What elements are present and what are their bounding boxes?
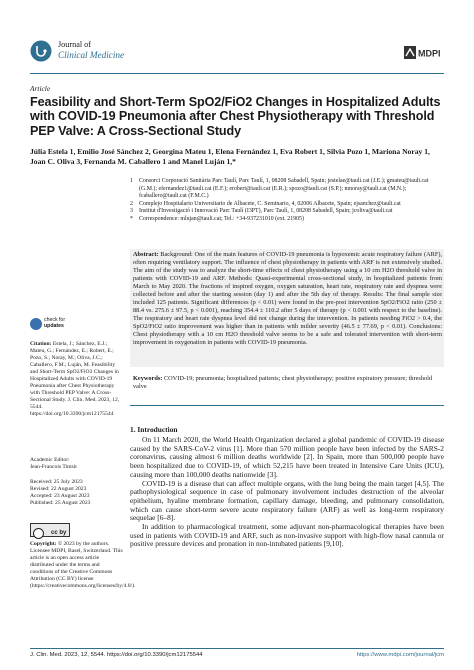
mdpi-logo (404, 46, 444, 59)
cc-icon (33, 528, 44, 539)
dates (30, 479, 124, 507)
check-for-updates-label[interactable] (44, 317, 65, 329)
footer-citation: J. Clin. Med. 2023, 12, 5544. https://doi.org/10.3390/jcm12175544 (30, 652, 203, 658)
affiliation-number: 3 (130, 208, 133, 215)
abstract-text: Background: One of the main features of COVID-19 pneumonia is hypoxemic acute respiratory failure (ARF), often requiring ventilatory support. The influence of chest physiotherapy in patients with ARF is not extensively studied. The aim of the study was to analyze the short-time effects of chest physiotherapy using a 10 cm H2O threshold valve in patients with COVID-19 and ARF. Methods: Quasi-experimental cross-sectional study, in hospitalized patients from March to May 2020. The fractions of inspired oxygen, oxygen saturation, heart rate, respiratory rate and dyspnea were collected before and after the starting session (day 1) and after the 5th day of therapy. Results: The final sample size included 125 patients. Significant differences (p < 0.01) were found in the pre-post intervention SpO2/FiO2 ratio (250 ± 88.4 vs. 275.6 ± 97.5, p < 0.001), reaching 354.4 ± 110.2 after 5 days of therapy (p < 0.001 with respect to the baseline). The respiratory and heart rate dyspnea level did not change during the intervention. In patients needing FiO2 > 0.4, the SpO2/FiO2 ratio improvement was higher than in patients with milder severity (46.5 ± 77.69, p < 0.01). Conclusions: Chest physiotherapy with a 10 cm H2O threshold valve seems to be a safe and tolerated intervention with short-term improvement in oxygenation in patients with COVID-19 pneumonia. (133, 251, 442, 346)
keywords-divider (130, 405, 444, 406)
published-date: Published: 25 August 2023 (30, 500, 91, 506)
check-for-updates-icon[interactable] (30, 318, 42, 330)
journal-title (58, 40, 124, 60)
citation-text: Estela, J.; Sánchez, E.J.; Mateu, G.; Fernández, E.; Robert, E.; Pozo, S.; Noray, M.; Oliva, J.C.; Caballero, F.M.; Luján, M. Feasibility and Short-Term SpO2/FiO2 Changes in Hospitalized Adults with COVID-19 Pneumonia after Chest Physiotherapy with Threshold PEP Valve: A Cross-Sectional Study. J. Clin. Med. 2023, 12, 5544. https://doi.org/10.3390/jcm12175544 (30, 341, 120, 417)
cc-badge-label: cc by (51, 530, 67, 537)
article-type: Article (30, 84, 51, 93)
citation-label: Citation: (30, 341, 52, 347)
affiliation-item (130, 178, 444, 201)
journal-title-line2: Clinical Medicine (58, 50, 125, 60)
footer-divider (30, 648, 444, 649)
affiliation-item (130, 208, 444, 216)
paragraph: In addition to pharmacological treatment, some adjuvant non-pharmacological therapies have been used in patients with COVID-19 and ARF, such as non-invasive support with high-flow nasal cannula or positive pressure devices and pronation in non-intubated patients [9,10]. (130, 522, 444, 549)
body-text (130, 436, 444, 549)
copyright-label: Copyright: (30, 541, 57, 547)
paragraph: COVID-19 is a disease that can affect multiple organs, with the lung being the main target [4,5]. The pathophysiological sequence in case of pulmonary involvement includes destruction of the alveolar epithelium, hyaline membrane formation, capillary damage, bleeding, and pulmonary consolidation, which can cause short-term severe acute respiratory failure (ARF) as well as long-term respiratory sequelae [6–8]. (130, 478, 444, 523)
copyright-block (30, 541, 136, 590)
affiliation-item (130, 216, 444, 224)
page-footer (30, 652, 444, 658)
journal-logo-icon (30, 40, 52, 62)
affiliation-text: Correspondence: mlujan@tauli.cat; Tel.: +34-937231010 (ext. 21905) (139, 215, 304, 222)
keywords-label: Keywords: (133, 375, 163, 382)
keywords (133, 375, 442, 391)
affiliation-text: Institut d'Investigació i Innovació Parc Taulí (I3PT), Parc Taulí, 1, 08208 Sabadell, Spain; jcoliva@tauli.cat (139, 208, 393, 215)
paragraph: On 11 March 2020, the World Health Organization declared a global pandemic of COVID-19 disease caused by the SARS-CoV-2 virus [1]. More than 570 million people have been infected by the SARS-2 coronavirus, causing almost 6 million deaths worldwide [2]. In Spain, more than 500,000 people have been hospitalized due to COVID-19, of which 52,215 have been treated in Intensive Care Units (ICU), causing more than 100,000 deaths nationwide [3]. (130, 435, 444, 479)
affiliation-number: * (130, 215, 133, 222)
affiliation-text: Consorci Corporació Sanitària Parc Taulí, Parc Taulí, 1, 08208 Sabadell, Spain; jestelae@tauli.cat (J.E.); gmateu@tauli.cat (G.M.); efernandez1@tauli.cat (E.F.); erobert@tauli.cat (E.R.); spozo@tauli.cat (S.P.); mnoray@tauli.cat (M.N.); fcaballero@tauli.cat (F.M.C.) (139, 178, 429, 200)
accepted-date: Accepted: 23 August 2023 (30, 493, 90, 499)
academic-editor (30, 457, 124, 471)
section-title: 1. Introduction (130, 425, 178, 434)
updates-line2: updates (44, 323, 64, 330)
keywords-text: COVID-19; pneumonia; hospitalized patients; chest physiotherapy; positive expiratory pressure; threshold valve (133, 375, 433, 391)
editor-label: Academic Editor: (30, 457, 70, 463)
received-date: Received: 25 July 2023 (30, 479, 83, 485)
abstract-label: Abstract: (133, 251, 159, 258)
citation-block (30, 341, 124, 418)
updates-line1: check for (44, 317, 66, 323)
editor-name: Jean-Francois Timsit (30, 464, 77, 470)
header-divider (30, 73, 444, 74)
abstract (133, 251, 442, 347)
footer-journal-link[interactable]: https://www.mdpi.com/journal/jcm (356, 652, 444, 658)
affiliation-number: 1 (130, 178, 133, 184)
cc-by-license-badge[interactable] (30, 523, 70, 537)
revised-date: Revised: 22 August 2023 (30, 486, 87, 492)
author-list: Júlia Estela 1, Emilio José Sánchez 2, Georgina Mateu 1, Elena Fernández 1, Eva Robert 1, Silvia Pozo 1, Mariona Noray 1, Joan C. Oliva 3, Fernanda M. Caballero 1 and Manel Luján 1,* (30, 147, 430, 167)
copyright-text: © 2023 by the authors. Licensee MDPI, Basel, Switzerland. This article is an open access article distributed under the terms and conditions of the Creative Commons Attribution (CC BY) license (https://creativecommons.org/licenses/by/4.0/). (30, 541, 136, 589)
affiliation-text: Complejo Hospitalario Universitario de Albacete, C. Seminario, 4, 02006 Albacete, Spain; ejsanchez@tauli.cat (139, 200, 401, 207)
affiliation-number: 2 (130, 200, 133, 207)
journal-title-line1: Journal of (58, 40, 91, 49)
svg-text:MDPI: MDPI (418, 48, 441, 59)
article-title: Feasibility and Short-Term SpO2/FiO2 Changes in Hospitalized Adults with COVID-19 Pneumonia after Chest Physiotherapy with Threshold PEP Valve: A Cross-Sectional Study (30, 95, 441, 138)
affiliations (130, 178, 444, 224)
